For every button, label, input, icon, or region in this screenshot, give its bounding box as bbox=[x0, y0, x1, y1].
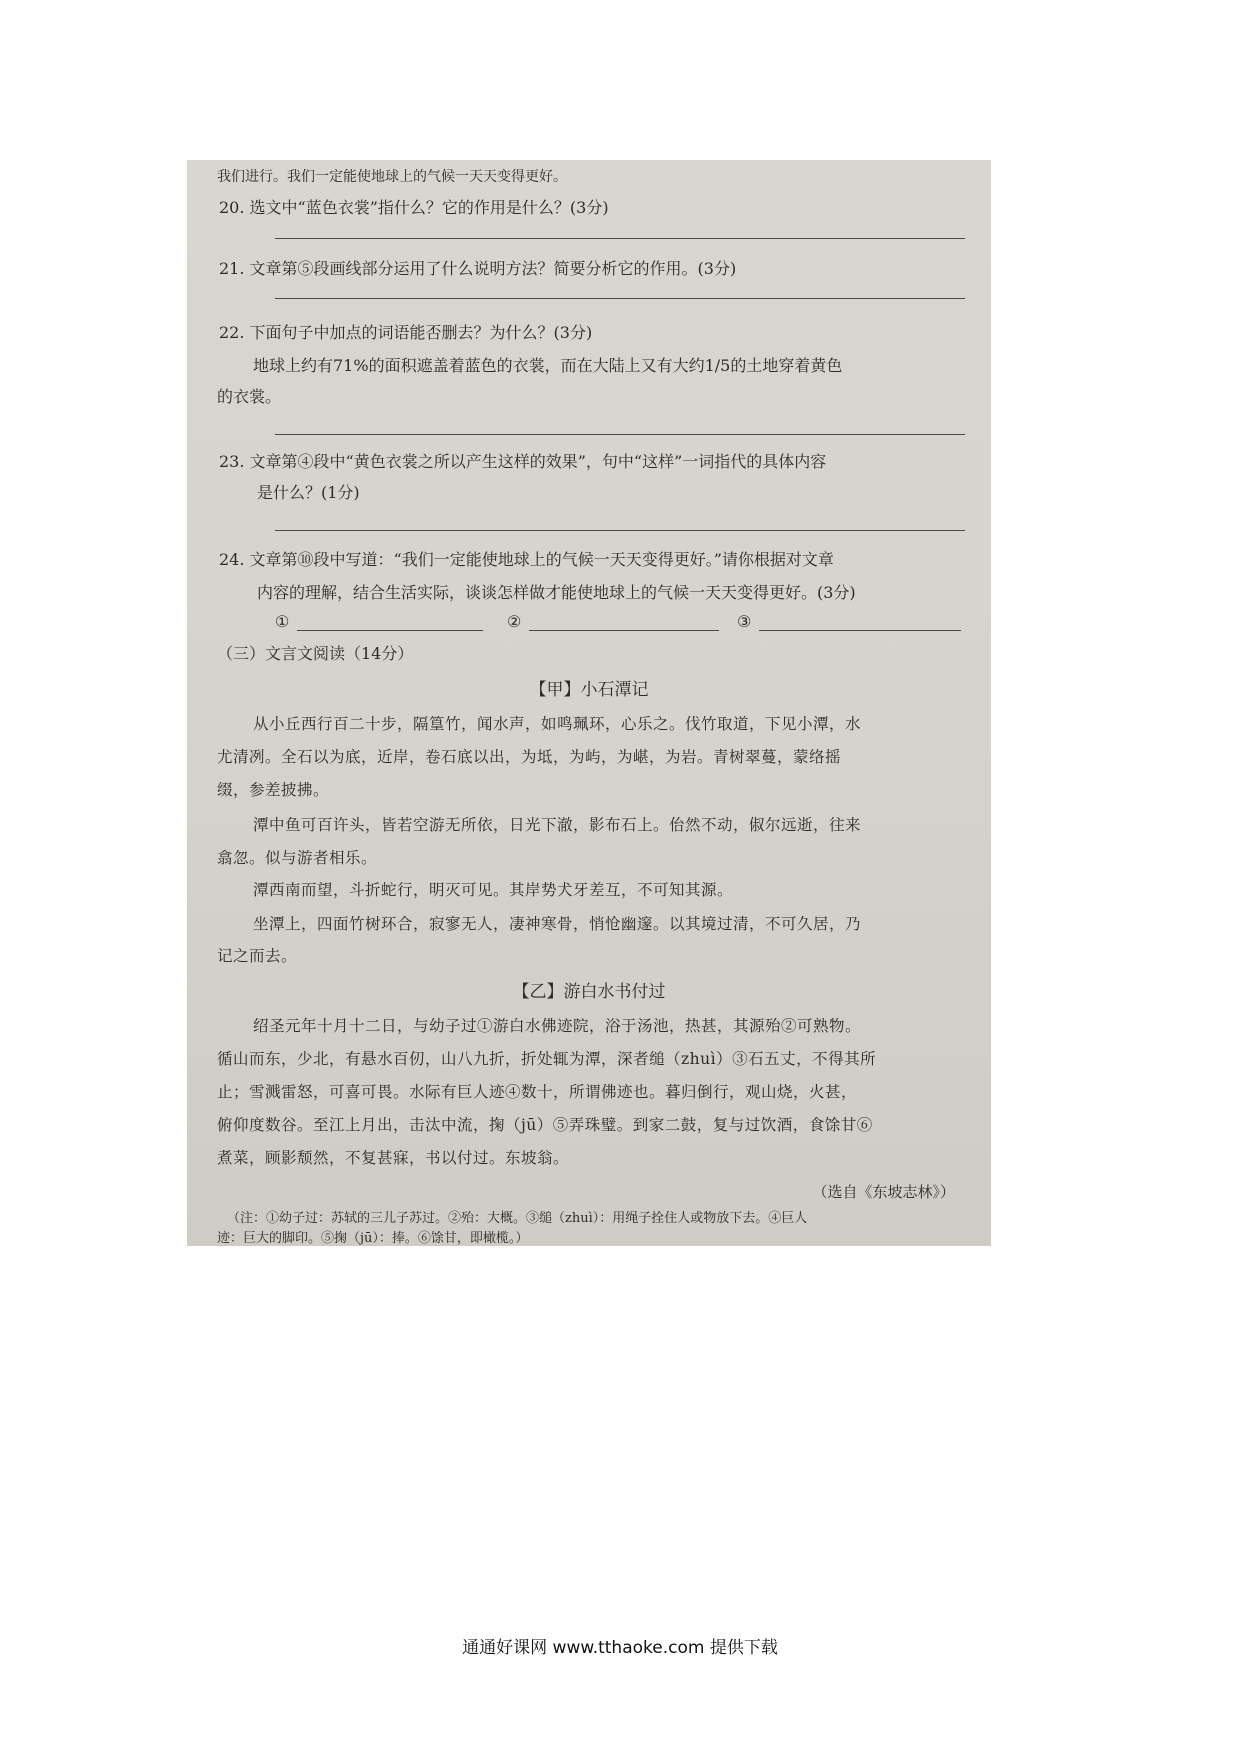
passage-b-line: 煮菜，顾影颓然，不复甚寐，书以付过。东坡翁。 bbox=[217, 1149, 570, 1167]
question-22 bbox=[219, 323, 592, 343]
question-24 bbox=[219, 550, 834, 570]
question-number: 22. bbox=[219, 323, 245, 342]
question-text: 文章第④段中“黄色衣裳之所以产生这样的效果”，句中“这样”一词指代的具体内容 bbox=[249, 452, 827, 471]
passage-b-note: 迹：巨大的脚印。⑤掬（jū）：捧。⑥馀甘，即橄榄。） bbox=[217, 1231, 529, 1246]
section-heading: （三）文言文阅读（14分） bbox=[217, 644, 414, 663]
answer-underline bbox=[529, 630, 719, 631]
passage-a-line: 从小丘西行百二十步，隔篁竹，闻水声，如鸣珮环，心乐之。伐竹取道，下见小潭，水 bbox=[253, 715, 862, 733]
answer-line-21[interactable] bbox=[275, 298, 965, 299]
passage-a-line: 坐潭上，四面竹树环合，寂寥无人，凄神寒骨，悄怆幽邃。以其境过清，不可久居，乃 bbox=[253, 915, 862, 933]
question-number: 21. bbox=[219, 259, 245, 278]
answer-label: ① bbox=[275, 612, 290, 631]
passage-a-line: 翕忽。似与游者相乐。 bbox=[217, 849, 378, 867]
question-number: 23. bbox=[219, 452, 245, 471]
question-text: 选文中“蓝色衣裳”指什么？它的作用是什么？(3分) bbox=[249, 198, 609, 217]
passage-b-line: 绍圣元年十月十二日，与幼子过①游白水佛迹院，浴于汤池，热甚，其源殆②可熟物。 bbox=[253, 1017, 862, 1035]
passage-a-line: 缀，参差披拂。 bbox=[217, 781, 330, 799]
answer-line-20[interactable] bbox=[275, 238, 965, 239]
question-text: 文章第⑩段中写道：“我们一定能使地球上的气候一天天变得更好。”请你根据对文章 bbox=[249, 550, 834, 569]
answer-label: ③ bbox=[737, 612, 752, 631]
question-20 bbox=[219, 198, 609, 218]
passage-a-line: 潭西南而望，斗折蛇行，明灭可见。其岸势犬牙差互，不可知其源。 bbox=[253, 881, 734, 899]
passage-b-note: （注：①幼子过：苏轼的三儿子苏过。②殆：大概。③缒（zhuì）：用绳子拴住人或物放下去。④巨人 bbox=[227, 1211, 808, 1226]
question-number: 24. bbox=[219, 550, 245, 569]
passage-a-line: 记之而去。 bbox=[217, 947, 298, 965]
top-line: 我们进行。我们一定能使地球上的气候一天天变得更好。 bbox=[217, 169, 567, 185]
passage-b-line: 循山而东，少北，有悬水百仞，山八九折，折处辄为潭，深者缒（zhuì）③石五丈，不得其所 bbox=[217, 1050, 877, 1068]
question-23-cont: 是什么？(1分) bbox=[257, 483, 360, 502]
passage-a-title: 【甲】小石潭记 bbox=[529, 680, 649, 700]
passage-a-line: 尤清冽。全石以为底，近岸，卷石底以出，为坻，为屿，为嵁，为岩。青树翠蔓，蒙络摇 bbox=[217, 748, 842, 766]
passage-b-source: （选自《东坡志林》） bbox=[812, 1183, 955, 1201]
question-24-cont: 内容的理解，结合生活实际，谈谈怎样做才能使地球上的气候一天天变得更好。(3分) bbox=[257, 583, 856, 602]
question-text: 文章第⑤段画线部分运用了什么说明方法？简要分析它的作用。(3分) bbox=[249, 259, 737, 278]
question-number: 20. bbox=[219, 198, 245, 217]
answer-line-23[interactable] bbox=[275, 530, 965, 531]
question-23 bbox=[219, 452, 826, 472]
passage-b-line: 俯仰度数谷。至江上月出，击汰中流，掬（jū）⑤弄珠璧。到家二鼓，复与过饮酒，食馀甘⑥ bbox=[217, 1116, 873, 1134]
passage-b-title: 【乙】游白水书付过 bbox=[512, 982, 666, 1002]
question-22-quote-2: 的衣裳。 bbox=[217, 387, 282, 406]
scanned-exam-page bbox=[187, 160, 991, 1246]
answer-underline bbox=[297, 630, 483, 631]
passage-a-line: 潭中鱼可百许头，皆若空游无所依，日光下澈，影布石上。佁然不动，俶尔远逝，往来 bbox=[253, 816, 862, 834]
question-text: 下面句子中加点的词语能否删去？为什么？(3分) bbox=[249, 323, 593, 342]
footer-credit: 通通好课网 www.tthaoke.com 提供下载 bbox=[462, 1638, 778, 1658]
question-22-quote-1: 地球上约有71%的面积遮盖着蓝色的衣裳，而在大陆上又有大约1/5的土地穿着黄色 bbox=[253, 356, 843, 375]
question-21 bbox=[219, 259, 736, 279]
passage-b-line: 止；雪溅雷怒，可喜可畏。水际有巨人迹④数十，所谓佛迹也。暮归倒行，观山烧，火甚， bbox=[217, 1083, 858, 1101]
answer-line-22[interactable] bbox=[275, 434, 965, 435]
answer-underline bbox=[759, 630, 961, 631]
answer-label: ② bbox=[507, 612, 522, 631]
